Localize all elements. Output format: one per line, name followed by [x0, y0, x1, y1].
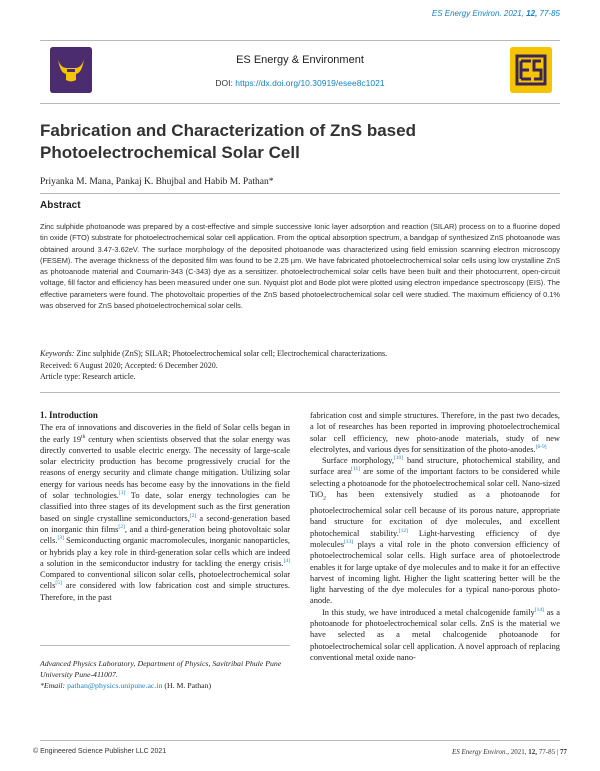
email-link[interactable]: pathan@physics.unipune.ac.in [67, 681, 163, 690]
keywords-block [40, 348, 560, 383]
title-line-2: Photoelectrochemical Solar Cell [40, 143, 300, 162]
running-head-year: 2021, [503, 9, 524, 18]
journal-logo [510, 47, 552, 93]
email-line [40, 680, 290, 691]
page-number: 77 [560, 748, 567, 756]
doi-label: DOI: [215, 78, 233, 88]
body-top-rule [40, 392, 560, 393]
footer-volume: 12, [528, 748, 537, 756]
es-icon [510, 47, 552, 93]
journal-doi [40, 78, 560, 88]
abstract-text: Zinc sulphide photoanode was prepared by a cost-effective and simple successive Ionic layer adsorption and reaction (SILAR) process on to a fluorine doped tin oxide (FTO) substrate for photoelectrochemical solar cell application. From the optical absorption spectrum, a bandgap of synthesized ZnS photoanode was obtained around 3.47-3.62eV. The surface morphology of the deposited photoanode was characterized using field emission scanning electron microscopy (FESEM). The average thickness of the deposited film was found to be 2.25 µm. We have fabricated photoelectrochemical solar cells using low crystalline ZnS as photoanode material and Coumarin-343 (C-343) dye as a sensitizer. photoelectrochemical solar cells have been built and their photocurrent, open-circuit voltage, fill factor and efficiency has been measured under one sun. Nyquist plot and Bode plot were plotted using electron impedance spectroscopy (EIS). The effective parameters were found. The photovoltaic properties of the ZnS based photoelectrochemical solar cell were studied. The maximum efficiency of 0.1% was observed for ZnS based photoelectrochemical solar cells. [40, 222, 560, 311]
email-owner: (H. M. Pathan) [164, 681, 212, 690]
affiliation-block [40, 658, 290, 691]
footer-copyright: © Engineered Science Publisher LLC 2021 [33, 748, 167, 755]
footer-year: 2021, [510, 748, 527, 756]
section-heading: 1. Introduction [40, 410, 98, 420]
running-head-journal: ES Energy Environ. [431, 9, 502, 18]
header-top-rule [40, 40, 560, 41]
right-paragraph-3: In this study, we have introduced a metal chalcogenide family[14] as a photoanode for photoelectrochemical solar cells. ZnS is the material we have selected as a metal chalcogenide photoanode for photoelectrochemical solar cell application. A novel approach of replacing conventional metal oxide nano- [310, 606, 560, 662]
body-right-column [310, 410, 560, 663]
journal-header [40, 42, 560, 100]
doi-link[interactable]: https://dx.doi.org/10.30919/esee8c1021 [235, 78, 385, 88]
body-left-column [40, 410, 290, 603]
journal-name: ES Energy & Environment [236, 54, 364, 66]
keywords-line [40, 348, 560, 360]
authors: Priyanka M. Mana, Pankaj K. Bhujbal and Habib M. Pathan* [40, 177, 274, 187]
affiliation-text: Advanced Physics Laboratory, Department of Physics, Savitribai Phule Pune University Pune-411007. [40, 659, 282, 679]
running-head-pages: 77-85 [539, 9, 560, 18]
article-title [40, 120, 560, 164]
keywords-text: Zinc sulphide (ZnS); SILAR; Photoelectrochemical solar cell; Electrochemical characterizations. [76, 349, 388, 358]
footer-rule [40, 740, 560, 741]
article-type-line: Article type: Research article. [40, 372, 136, 381]
received-line: Received: 6 August 2020; Accepted: 6 December 2020. [40, 360, 218, 370]
footer-journal: ES Energy Environ., [451, 748, 509, 756]
intro-paragraph-1: The era of innovations and discoveries in the field of Solar cells began in the early 19th century when scientists observed that the solar energy was directly converted to usable electric energy. The necessity of large-scale solar electricity production has become progressively crucial for the reasons of energy security and climate change mitigation. Utilizing solar energy for various needs has become easy by the innovations in the field of solar technologies.[1] To date, solar energy technologies can be classified into three stages of its development such as the first generation based on single crystalline semiconductors,[2] a second-generation based on inorganic thin films[2], and a third-generation being photovoltaic solar cells.[3] Semiconducting organic macromolecules, inorganic nanoparticles, or hybrids play a key role in third-generation solar cells which are indeed a solution in the semiconductor industry for tackling the energy crisis.[4] Compared to conventional silicon solar cells, photoelectrochemical solar cells[5] are considered with low fabrication cost and simple structures. Therefore, in the past [40, 423, 290, 602]
running-head [432, 9, 560, 18]
email-label: *Email: [40, 681, 66, 690]
right-paragraph-1: fabrication cost and simple structures. Therefore, in the past two decades, a lot of researches has been reported in improving photoelectrochemical solar cell efficiency, new photo-anode materials, study of new electrolytes, and various dyes for sensitization of the photo-anodes.[6-9] [310, 411, 560, 454]
abstract-top-rule [40, 193, 560, 194]
footer-pages: 77-85 [538, 748, 556, 756]
affiliation-rule [40, 645, 290, 646]
title-line-1: Fabrication and Characterization of ZnS based [40, 121, 416, 140]
abstract-heading: Abstract [40, 200, 81, 211]
keywords-label: Keywords: [40, 349, 75, 358]
right-paragraph-2: Surface morphology,[10] band structure, photochemical stability, and surface area[11] are some of the important factors to be considered while selecting a photoanode for the photoelectrochemical solar cell. Nano-sized TiO$_2$ has been extensively studied as a photoanode for photoelectrochemical solar cell because of its porous nature, appropriate band structure for excitation of dye molecules, and excellent photochemical stability.[12] Light-harvesting efficiency of dye molecules[13] plays a vital role in the photo conversion efficiency of photoelectrochemical solar cells. High surface area of photoelectrode enables it for large uptake of dye molecules and to make it for an effective harvest of incoming light. Higher the light scattering better will be the light harvesting of the dye molecules for a typical nano-porous photo-anode. [310, 455, 560, 606]
header-bottom-rule [40, 103, 560, 104]
running-head-volume: 12, [526, 9, 538, 18]
footer-citation: ES Energy Environ., 2021, 12, 77-85 | 77 [451, 748, 567, 756]
